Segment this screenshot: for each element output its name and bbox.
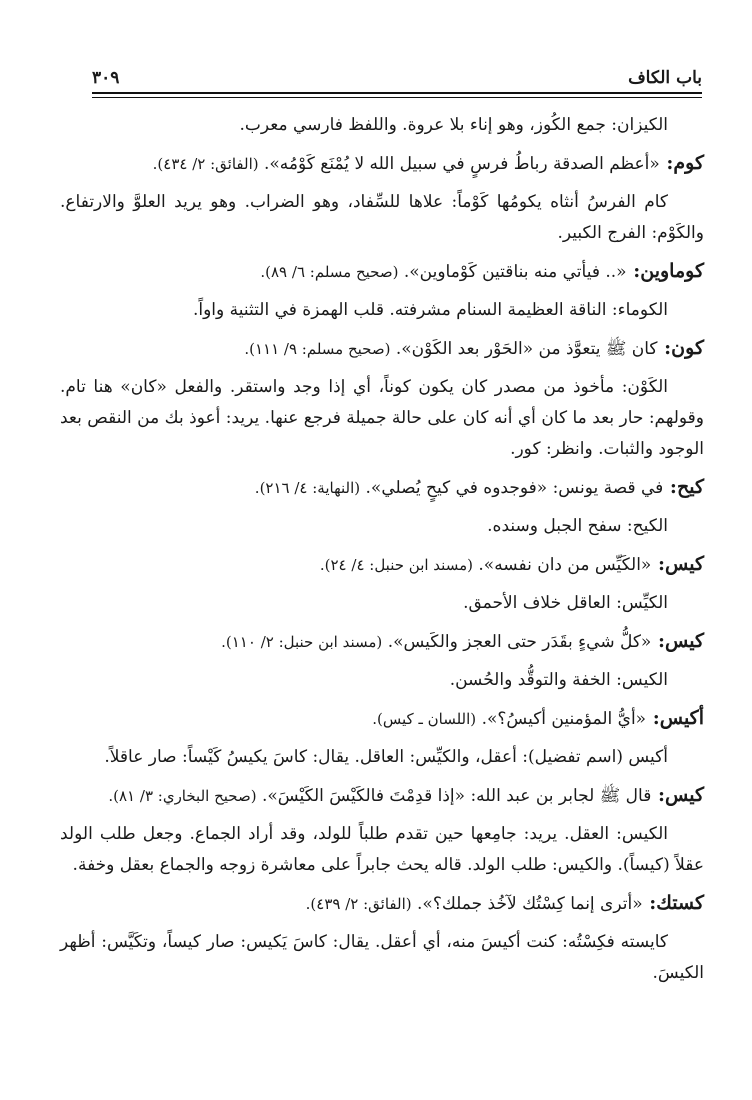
header-rule-thin <box>92 97 702 98</box>
citation: (الفائق: ٢/ ٤٣٩). <box>305 895 412 913</box>
definition-paragraph: الكيح: سفح الجبل وسنده. <box>487 516 668 536</box>
dictionary-entry: كيس: قال ﷺ لجابر بن عبد الله: «إذا قدِمْتَ فالكَيْسَ الكَيْسَ». (صحيح البخاري: ٣/ ٨١). <box>108 784 704 806</box>
headword: كستك <box>656 892 704 914</box>
citation: (صحيح مسلم: ٦/ ٨٩). <box>260 263 399 281</box>
citation: (مسند ابن حنبل: ٢/ ١١٠). <box>221 633 383 651</box>
entry-quote: «أيُّ المؤمنين أكيسُ؟». <box>481 709 647 729</box>
dictionary-entry: كوماوين: «.. فيأتي منه بناقتين كَوْماوين». (صحيح مسلم: ٦/ ٨٩). <box>260 260 704 282</box>
page-header <box>92 58 702 88</box>
definition-paragraph: الكَوْن: مأخوذ من مصدر كان يكون كوناً، أي إذا وجد واستقر. والفعل «كان» هنا تام. وقولهم: حار بعد ما كان أي أنه كان على حالة جميلة فرجع عنها. يريد: أعوذ بك من النقص بعد الوجود والثبات. وانظر: كور. <box>60 377 704 459</box>
entry-quote: «الكَيِّس من دان نفسه». <box>478 555 652 575</box>
entry-quote: «أترى إنما كِسْتُك لآخُذ جملك؟». <box>417 894 643 914</box>
entry-quote: في قصة يونس: «فوجدوه في كيحٍ يُصلي». <box>365 478 664 498</box>
entry-quote: قال ﷺ لجابر بن عبد الله: «إذا قدِمْتَ فالكَيْسَ الكَيْسَ». <box>261 786 652 806</box>
definition-paragraph: كام الفرسُ أنثاه يكومُها كَوْماً: علاها للسِّفاد، وهو الضراب. وهو يريد العلوَّ والارتفاع. والكَوْم: الفرج الكبير. <box>60 192 704 243</box>
headword: كوم <box>673 152 704 174</box>
header-rule-thick <box>92 92 702 94</box>
headword: كيح <box>676 476 704 498</box>
definition-paragraph: أكيس (اسم تفضيل): أعقل، والكيِّس: العاقل. يقال: كاسَ يكيسُ كَيْساً: صار عاقلاً. <box>104 747 668 767</box>
chapter-title: باب الكاف <box>628 68 702 88</box>
page-number: ٣٠٩ <box>92 68 120 88</box>
citation: (الفائق: ٢/ ٤٣٤). <box>152 155 259 173</box>
definition-paragraph: الكوماء: الناقة العظيمة السنام مشرفته. قلب الهمزة في التثنية واواً. <box>192 300 668 320</box>
definition-paragraph: الكيس: الخفة والتوقُّد والحُسن. <box>449 670 668 690</box>
dictionary-entry: كيح: في قصة يونس: «فوجدوه في كيحٍ يُصلي». (النهاية: ٤/ ٢١٦). <box>254 476 704 498</box>
citation: (اللسان ـ كيس). <box>372 710 477 728</box>
definition-paragraph: الكيزان: جمع الكُوز، وهو إناء بلا عروة. واللفظ فارسي معرب. <box>239 115 668 135</box>
citation: (النهاية: ٤/ ٢١٦). <box>254 479 361 497</box>
citation: (صحيح مسلم: ٩/ ١١١). <box>244 340 391 358</box>
headword: كيس <box>664 630 704 652</box>
dictionary-entry: كوم: «أعظم الصدقة رباطُ فرسٍ في سبيل الله لا يُمْنَع كَوْمُه». (الفائق: ٢/ ٤٣٤). <box>152 152 704 174</box>
headword: كيس <box>664 553 704 575</box>
entry-quote: «أعظم الصدقة رباطُ فرسٍ في سبيل الله لا يُمْنَع كَوْمُه». <box>264 154 660 174</box>
definition-paragraph: كايسته فكِسْتُه: كنت أكيسَ منه، أي أعقل. يقال: كاسَ يَكيس: صار كيساً، وتكَيَّس: أظهر الكيسَ. <box>60 932 704 983</box>
headword: كوماوين <box>640 260 704 282</box>
dictionary-entry: كيس: «كلُّ شيءٍ بقَدَر حتى العجز والكَيس». (مسند ابن حنبل: ٢/ ١١٠). <box>221 630 704 652</box>
dictionary-entry: كستك: «أترى إنما كِسْتُك لآخُذ جملك؟». (الفائق: ٢/ ٤٣٩). <box>305 892 704 914</box>
citation: (صحيح البخاري: ٣/ ٨١). <box>108 787 257 805</box>
entry-quote: «كلُّ شيءٍ بقَدَر حتى العجز والكَيس». <box>387 632 652 652</box>
definition-paragraph: الكيِّس: العاقل خلاف الأحمق. <box>463 593 668 613</box>
headword: كون <box>671 337 704 359</box>
dictionary-entry: كون: كان ﷺ يتعوَّذ من «الحَوْر بعد الكَوْن». (صحيح مسلم: ٩/ ١١١). <box>244 337 704 359</box>
citation: (مسند ابن حنبل: ٤/ ٢٤). <box>319 556 473 574</box>
page-body <box>60 110 704 996</box>
entry-quote: «.. فيأتي منه بناقتين كَوْماوين». <box>403 262 627 282</box>
entry-quote: كان ﷺ يتعوَّذ من «الحَوْر بعد الكَوْن». <box>395 339 658 359</box>
headword: كيس <box>664 784 704 806</box>
dictionary-entry: أكيس: «أيُّ المؤمنين أكيسُ؟». (اللسان ـ كيس). <box>372 707 704 729</box>
headword: أكيس <box>659 707 704 729</box>
definition-paragraph: الكيس: العقل. يريد: جامِعها حين تقدم طلباً للولد، وقد أراد الجماع. وجعل طلب الولد عقلاً (كيساً). والكيس: طلب الولد. قاله يحث جابراً على معاشرة زوجه والجماع بعقل وخفة. <box>60 824 704 875</box>
dictionary-entry: كيس: «الكَيِّس من دان نفسه». (مسند ابن حنبل: ٤/ ٢٤). <box>319 553 704 575</box>
